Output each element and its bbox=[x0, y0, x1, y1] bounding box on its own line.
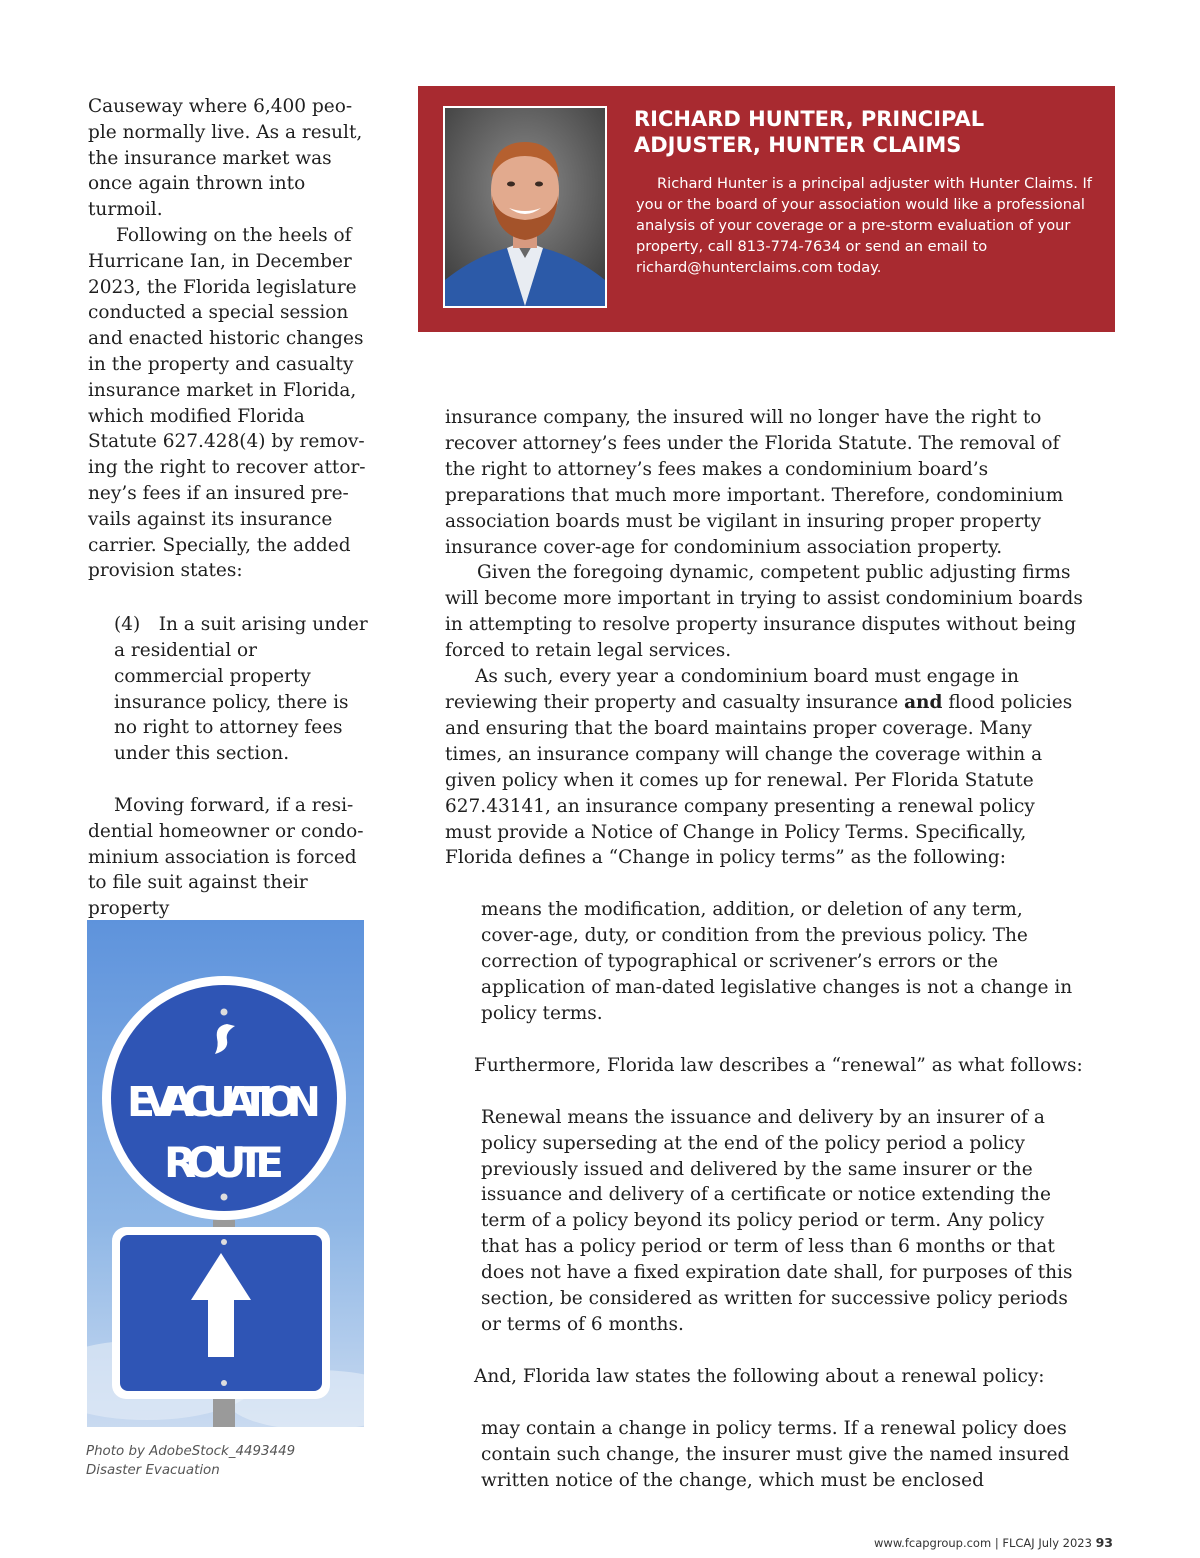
author-portrait-icon bbox=[445, 108, 605, 306]
caption-line-1: Photo by AdobeStock_4493449 bbox=[86, 1444, 296, 1459]
sign-line-1: EVACUATION bbox=[127, 1078, 321, 1126]
right-paragraph-2: Given the foregoing dynamic, competent public adjusting firms will become more important in trying to assist condominium boards in attempting to resolve property insurance disputes without being forced to retain legal services. bbox=[445, 562, 1083, 662]
right-paragraph-3-a: As such, every year a condominium board must engage in reviewing their property and casualty insurance bbox=[445, 666, 1019, 713]
author-bio-box bbox=[418, 86, 1115, 332]
definition-quote-3: may contain a change in policy terms. If a renewal policy does contain such change, the insurer must give the named insured written notice of the change, which must be enclosed bbox=[481, 1417, 1070, 1491]
evacuation-sign-icon bbox=[87, 920, 364, 1427]
right-paragraph-3-b: flood policies and ensuring that the board maintains proper coverage. Many times, an insurance company will change the coverage within a given policy when it comes up for renewal. Per Florida Statute 627.43141, an insurance company presenting a renewal policy must provide a Notice of Change in Policy Terms. Specifically, Florida defines a “Change in policy terms” as the following: bbox=[445, 691, 1073, 869]
footer-journal: FLCAJ July 2023 bbox=[1002, 1536, 1092, 1550]
definition-quote-1: means the modification, addition, or deletion of any term, cover-age, duty, or condition from the previous policy. The correction of typographical or scrivener’s errors or the application of man-dated legislative changes is not a change in policy terms. bbox=[481, 899, 1073, 1024]
page-footer bbox=[820, 1535, 1113, 1550]
left-paragraph-2: Following on the heels of Hurricane Ian, in December 2023, the Florida legislature conducted a special session and enacted historic changes in the property and casualty insurance market in Florida, which modified Florida Statute 627.428(4) by remov-ing the right to recover attor-ney’s fees if an insured pre-vails against its insurance carrier. Specially, the added provision states: bbox=[88, 224, 366, 582]
bio-heading: RICHARD HUNTER, PRINCIPAL ADJUSTER, HUNTER CLAIMS bbox=[634, 107, 985, 157]
footer-separator: | bbox=[994, 1536, 999, 1550]
right-paragraph-1: insurance company, the insured will no longer have the right to recover attorney’s fees under the Florida Statute. The removal of the right to attorney’s fees makes a condominium board’s preparations that much more important. Therefore, condominium association boards must be vigilant in insuring proper property insurance cover-age for condominium association property. bbox=[445, 407, 1064, 558]
right-paragraph-3-bold: and bbox=[904, 691, 943, 713]
bio-text: Richard Hunter is a principal adjuster with Hunter Claims. If you or the board of your association would like a professional analysis of your coverage or a pre-storm evaluation of your property, call 813-774-7634 or send an email to richard@hunterclaims.com today. bbox=[636, 175, 1092, 276]
left-paragraph-3: Moving forward, if a resi-dential homeowner or condo-minium association is forced to file suit against their property bbox=[88, 794, 364, 920]
left-paragraph-1: Causeway where 6,400 peo-ple normally live. As a result, the insurance market was once again thrown into turmoil. bbox=[88, 96, 363, 221]
page-number: 93 bbox=[1095, 1535, 1113, 1550]
caption-line-2: Disaster Evacuation bbox=[86, 1463, 220, 1478]
author-photo bbox=[443, 106, 607, 308]
footer-website: www.fcapgroup.com bbox=[874, 1536, 992, 1550]
definition-quote-2: Renewal means the issuance and delivery by an insurer of a policy superseding at the end of the policy period a policy previously issued and delivered by the same insurer or the issuance and delivery of a certificate or notice extending the term of a policy beyond its policy period or term. Any policy that has a policy period or term of less than 6 months or that does not have a fixed expiration date shall, for purposes of this section, be considered as written for successive policy periods or terms of 6 months. bbox=[481, 1106, 1073, 1335]
left-column bbox=[88, 94, 370, 922]
right-paragraph-5: And, Florida law states the following about a renewal policy: bbox=[474, 1365, 1045, 1387]
right-column bbox=[445, 405, 1085, 1494]
right-paragraph-3 bbox=[445, 664, 1085, 871]
evacuation-sign-photo bbox=[87, 920, 364, 1427]
photo-caption bbox=[86, 1442, 346, 1480]
statute-quote: (4) In a suit arising under a residential or commercial property insurance policy, there is no right to attorney fees under this section. bbox=[114, 614, 368, 765]
right-paragraph-4: Furthermore, Florida law describes a “renewal” as what follows: bbox=[474, 1054, 1083, 1076]
sign-line-2: ROUTE bbox=[164, 1138, 284, 1187]
